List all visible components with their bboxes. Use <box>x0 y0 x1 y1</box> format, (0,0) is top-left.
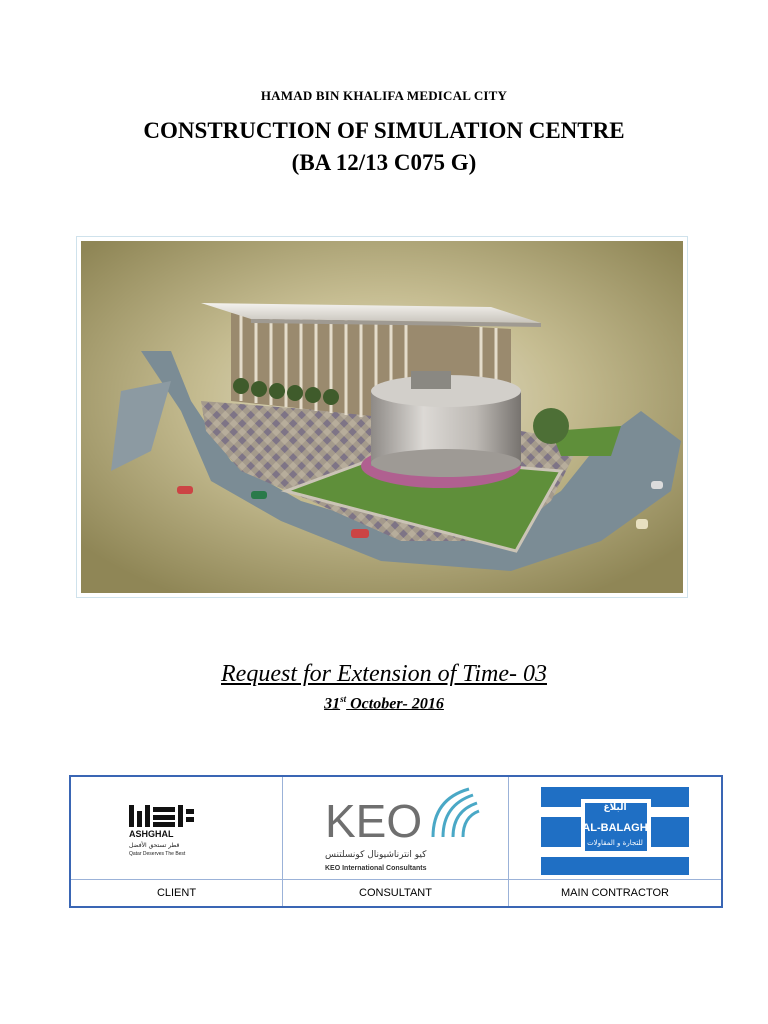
request-title-text: Request for Extension of Time- 03 <box>221 661 547 687</box>
building-rendering <box>76 236 688 598</box>
date-rest: October- 2016 <box>346 695 444 713</box>
albalagh-arabic: البلاغ <box>603 803 627 813</box>
parties-table <box>69 775 723 908</box>
ashghal-wordmark: ASHGHAL <box>129 829 174 839</box>
keo-wordmark: KEO <box>325 795 423 847</box>
ashghal-logo <box>71 777 282 879</box>
contractor-label: MAIN CONTRACTOR <box>561 887 669 899</box>
building-rendering-image <box>81 241 683 593</box>
client-logo-cell <box>71 777 282 879</box>
ashghal-tagline: Qatar Deserves The Best <box>129 851 186 857</box>
date-suffix: st <box>340 694 347 704</box>
consultant-label: CONSULTANT <box>359 887 432 899</box>
albalagh-wordmark: AL-BALAGH <box>582 822 648 834</box>
consultant-logo-cell <box>283 777 508 879</box>
keo-arabic: كيو انترناشيونال كونسلتنس <box>325 850 427 860</box>
request-date <box>0 694 768 713</box>
albalagh-arabic-sub: للتجارة و المقاولات <box>587 839 643 847</box>
albalagh-logo <box>509 777 721 879</box>
project-reference: (BA 12/13 C075 G) <box>291 150 477 175</box>
keo-logo <box>283 777 508 879</box>
client-label: CLIENT <box>156 887 197 899</box>
request-title <box>0 661 768 688</box>
document-title: CONSTRUCTION OF SIMULATION CENTRE <box>143 118 625 143</box>
ashghal-arabic: قطر تستحق الأفضل <box>129 842 180 849</box>
keo-tagline: KEO International Consultants <box>325 865 427 872</box>
date-day: 31 <box>324 695 341 713</box>
organization-name: HAMAD BIN KHALIFA MEDICAL CITY <box>260 88 508 103</box>
contractor-logo-cell <box>509 777 721 879</box>
